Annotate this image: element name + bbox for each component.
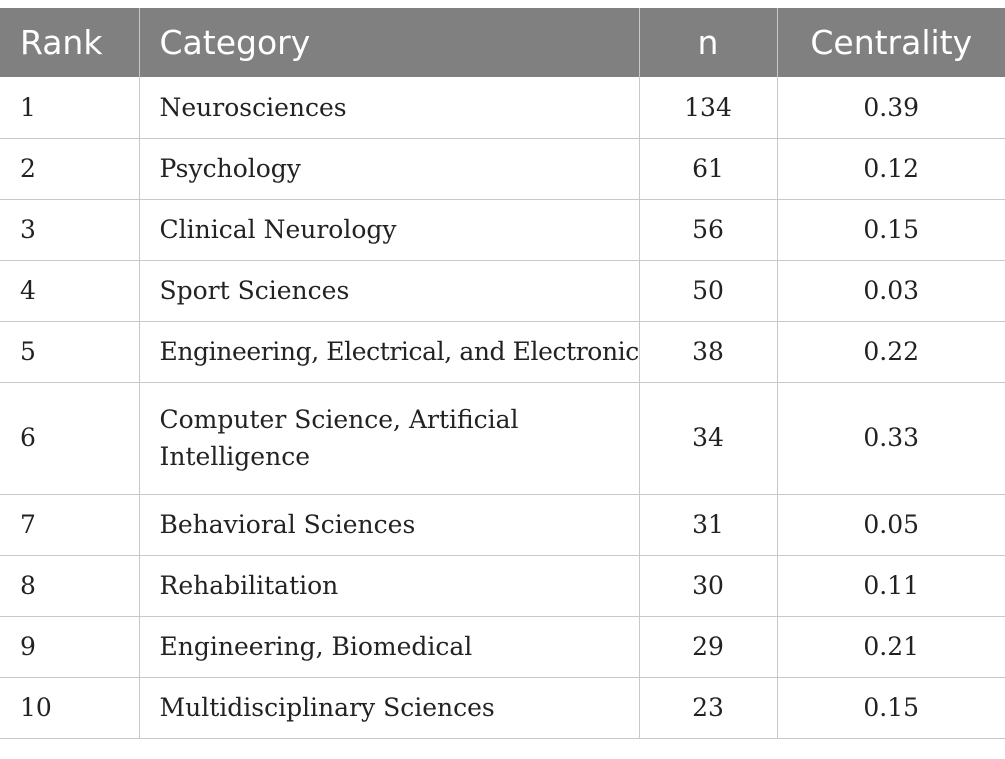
header-category: Category — [139, 8, 639, 77]
header-rank: Rank — [0, 8, 139, 77]
category-table — [0, 8, 1005, 739]
category-cell: Psychology — [139, 138, 639, 199]
rank-cell: 9 — [0, 616, 139, 677]
rank-cell: 8 — [0, 555, 139, 616]
centrality-cell: 0.11 — [777, 555, 1005, 616]
table-row — [0, 677, 1005, 738]
table-row — [0, 616, 1005, 677]
centrality-cell: 0.33 — [777, 382, 1005, 494]
table-row — [0, 555, 1005, 616]
table-header — [0, 8, 1005, 77]
n-cell: 29 — [639, 616, 777, 677]
category-cell: Computer Science, Artificial Intelligence — [139, 382, 639, 494]
header-n: n — [639, 8, 777, 77]
category-cell: Clinical Neurology — [139, 199, 639, 260]
rank-cell: 10 — [0, 677, 139, 738]
table-body — [0, 77, 1005, 738]
centrality-cell: 0.21 — [777, 616, 1005, 677]
centrality-cell: 0.12 — [777, 138, 1005, 199]
n-cell: 50 — [639, 260, 777, 321]
centrality-cell: 0.39 — [777, 77, 1005, 138]
category-cell: Engineering, Electrical, and Electronic — [139, 321, 639, 382]
table-row — [0, 138, 1005, 199]
table-row — [0, 77, 1005, 138]
category-cell: Engineering, Biomedical — [139, 616, 639, 677]
table-row — [0, 382, 1005, 494]
n-cell: 61 — [639, 138, 777, 199]
rank-cell: 7 — [0, 494, 139, 555]
category-cell: Behavioral Sciences — [139, 494, 639, 555]
header-row — [0, 8, 1005, 77]
rank-cell: 3 — [0, 199, 139, 260]
n-cell: 56 — [639, 199, 777, 260]
table-row — [0, 260, 1005, 321]
header-centrality: Centrality — [777, 8, 1005, 77]
rank-cell: 1 — [0, 77, 139, 138]
n-cell: 34 — [639, 382, 777, 494]
category-cell: Rehabilitation — [139, 555, 639, 616]
rank-cell: 6 — [0, 382, 139, 494]
rank-cell: 2 — [0, 138, 139, 199]
centrality-cell: 0.15 — [777, 199, 1005, 260]
n-cell: 23 — [639, 677, 777, 738]
centrality-cell: 0.03 — [777, 260, 1005, 321]
table-row — [0, 321, 1005, 382]
rank-cell: 5 — [0, 321, 139, 382]
n-cell: 134 — [639, 77, 777, 138]
centrality-cell: 0.15 — [777, 677, 1005, 738]
centrality-cell: 0.05 — [777, 494, 1005, 555]
category-cell: Neurosciences — [139, 77, 639, 138]
n-cell: 38 — [639, 321, 777, 382]
category-cell: Multidisciplinary Sciences — [139, 677, 639, 738]
n-cell: 31 — [639, 494, 777, 555]
n-cell: 30 — [639, 555, 777, 616]
rank-cell: 4 — [0, 260, 139, 321]
table-row — [0, 199, 1005, 260]
table-row — [0, 494, 1005, 555]
centrality-cell: 0.22 — [777, 321, 1005, 382]
category-table-container — [0, 8, 1005, 739]
category-cell: Sport Sciences — [139, 260, 639, 321]
